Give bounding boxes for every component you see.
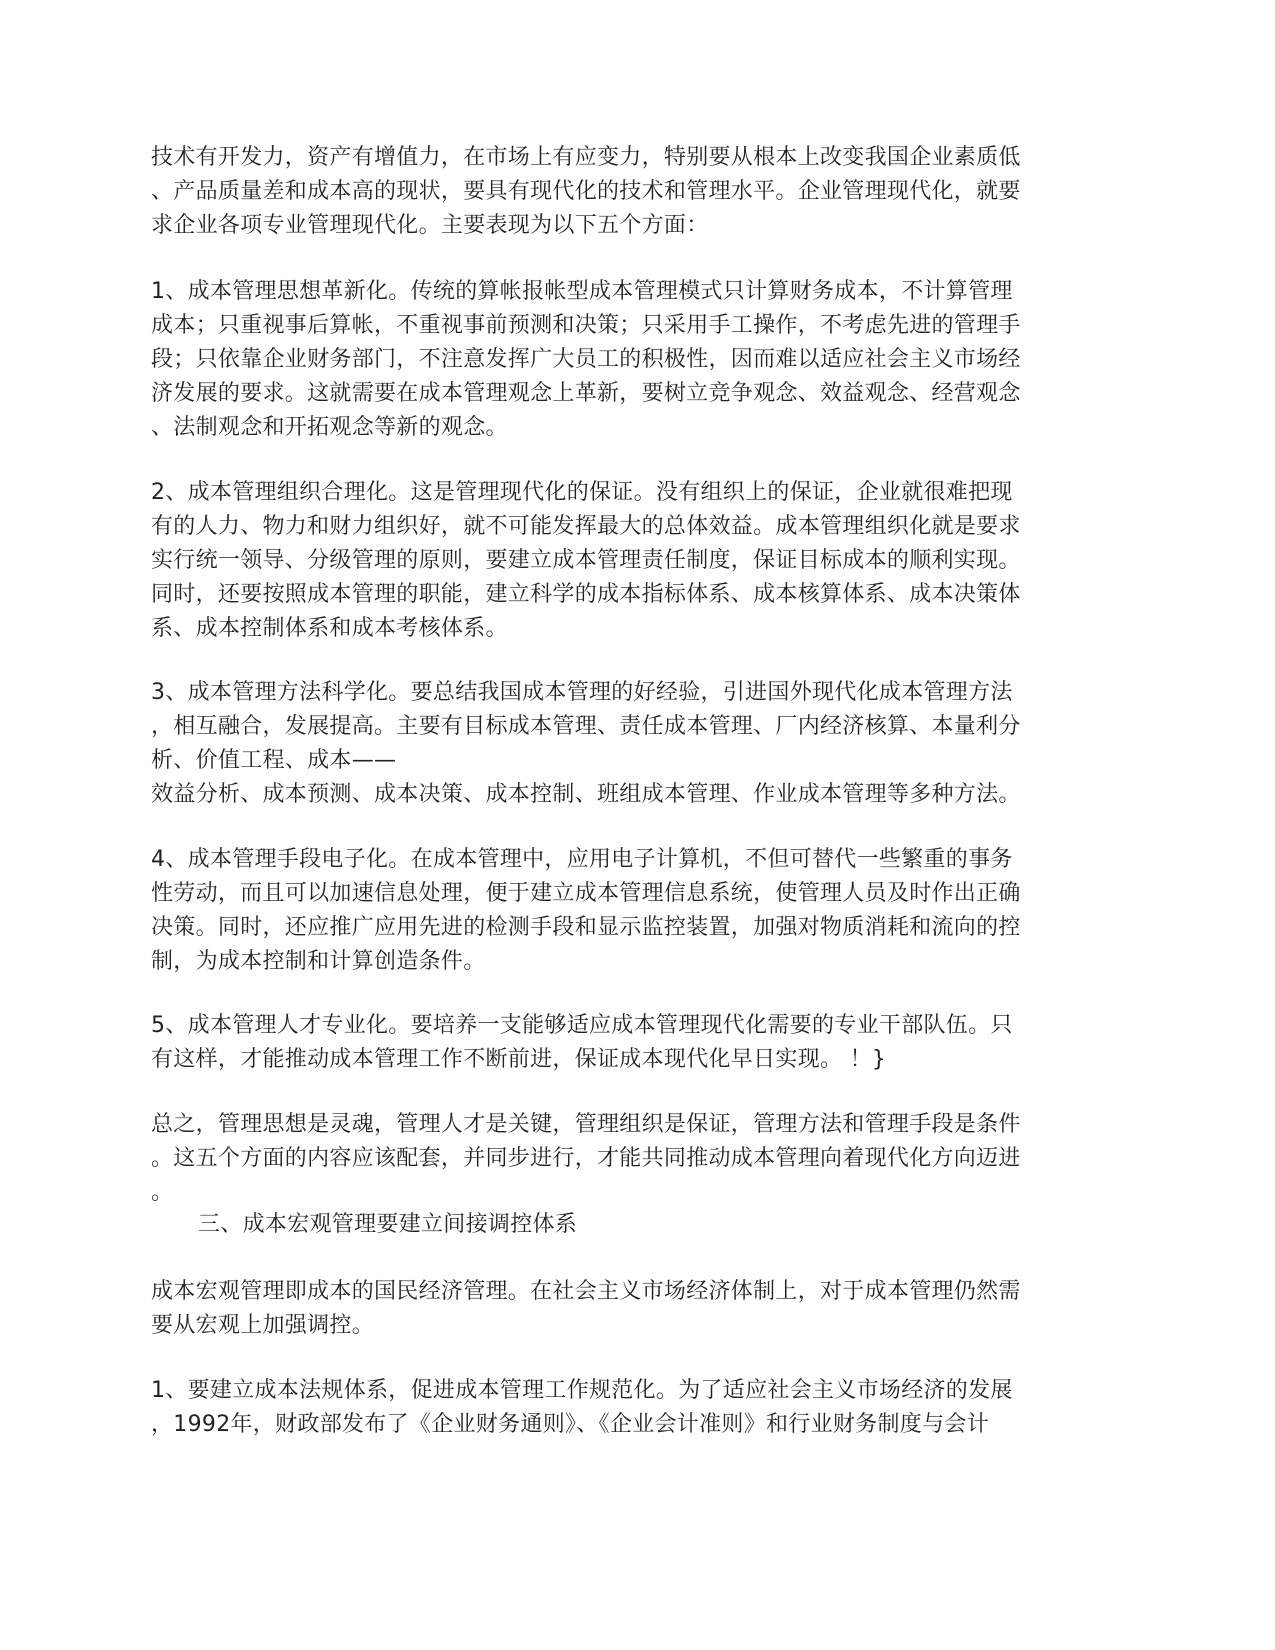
text-line: 1、要建立成本法规体系，促进成本管理工作规范化。为了适应社会主义市场经济的发展 — [151, 1378, 1013, 1403]
text-line: 2、成本管理组织合理化。这是管理现代化的保证。没有组织上的保证，企业就很难把现 — [151, 480, 1013, 505]
text-line: 成本；只重视事后算帐，不重视事前预测和决策；只采用手工操作，不考虑先进的管理手 — [151, 313, 1021, 338]
text-line: 技术有开发力，资产有增值力，在市场上有应变力，特别要从根本上改变我国企业素质低 — [151, 145, 1021, 170]
text-line: 系、成本控制体系和成本考核体系。 — [151, 616, 508, 641]
text-line: 求企业各项专业管理现代化。主要表现为以下五个方面： — [151, 213, 709, 238]
section-3-intro-paragraph — [151, 1275, 1141, 1343]
summary-paragraph — [151, 1108, 1141, 1210]
text-line: 、产品质量差和成本高的现状，要具有现代化的技术和管理水平。企业管理现代化，就要 — [151, 179, 1021, 204]
text-line: 要从宏观上加强调控。 — [151, 1313, 375, 1338]
section-heading: 三、成本宏观管理要建立间接调控体系 — [198, 1212, 578, 1237]
point-5-paragraph — [151, 1009, 1141, 1077]
text-line: ，1992年，财政部发布了《企业财务通则》、《企业会计准则》和行业财务制度与会计 — [151, 1412, 989, 1437]
text-line: 5、成本管理人才专业化。要培养一支能够适应成本管理现代化需要的专业干部队伍。只 — [151, 1013, 1013, 1038]
text-line: 效益分析、成本预测、成本决策、成本控制、班组成本管理、作业成本管理等多种方法。 — [151, 782, 1021, 807]
intro-paragraph — [151, 141, 1141, 243]
text-line: ，相互融合，发展提高。主要有目标成本管理、责任成本管理、厂内经济核算、本量利分 — [151, 714, 1021, 739]
text-line: 同时，还要按照成本管理的职能，建立科学的成本指标体系、成本核算体系、成本决策体 — [151, 582, 1021, 607]
text-line: 实行统一领导、分级管理的原则，要建立成本管理责任制度，保证目标成本的顺利实现。 — [151, 548, 1021, 573]
text-line: 4、成本管理手段电子化。在成本管理中，应用电子计算机，不但可替代一些繁重的事务 — [151, 847, 1013, 872]
text-line: 、法制观念和开拓观念等新的观念。 — [151, 415, 508, 440]
text-line: 段；只依靠企业财务部门，不注意发挥广大员工的积极性，因而难以适应社会主义市场经 — [151, 347, 1021, 372]
text-line: 决策。同时，还应推广应用先进的检测手段和显示监控装置，加强对物质消耗和流向的控 — [151, 915, 1021, 940]
text-line: 总之，管理思想是灵魂，管理人才是关键，管理组织是保证，管理方法和管理手段是条件 — [151, 1112, 1021, 1137]
text-line: 1、成本管理思想革新化。传统的算帐报帐型成本管理模式只计算财务成本，不计算管理 — [151, 279, 1013, 304]
text-line: 。 — [151, 1180, 174, 1205]
text-line: 3、成本管理方法科学化。要总结我国成本管理的好经验，引进国外现代化成本管理方法 — [151, 680, 1013, 705]
text-line: 有的人力、物力和财力组织好，就不可能发挥最大的总体效益。成本管理组织化就是要求 — [151, 514, 1021, 539]
section-3-point-1-paragraph — [151, 1374, 1141, 1442]
section-3-heading — [198, 1208, 1188, 1242]
text-line: 性劳动，而且可以加速信息处理，便于建立成本管理信息系统，使管理人员及时作出正确 — [151, 881, 1021, 906]
point-4-paragraph — [151, 843, 1141, 979]
point-3-paragraph — [151, 676, 1141, 812]
point-1-paragraph — [151, 275, 1141, 445]
text-line: 制，为成本控制和计算创造条件。 — [151, 949, 486, 974]
text-line: 成本宏观管理即成本的国民经济管理。在社会主义市场经济体制上，对于成本管理仍然需 — [151, 1279, 1021, 1304]
text-line: 析、价值工程、成本—— — [151, 748, 397, 773]
text-line: 。这五个方面的内容应该配套，并同步进行，才能共同推动成本管理向着现代化方向迈进 — [151, 1146, 1021, 1171]
point-2-paragraph — [151, 476, 1141, 646]
text-line: 有这样，才能推动成本管理工作不断前进，保证成本现代化早日实现。 ！} — [151, 1047, 887, 1072]
text-line: 济发展的要求。这就需要在成本管理观念上革新，要树立竞争观念、效益观念、经营观念 — [151, 381, 1021, 406]
